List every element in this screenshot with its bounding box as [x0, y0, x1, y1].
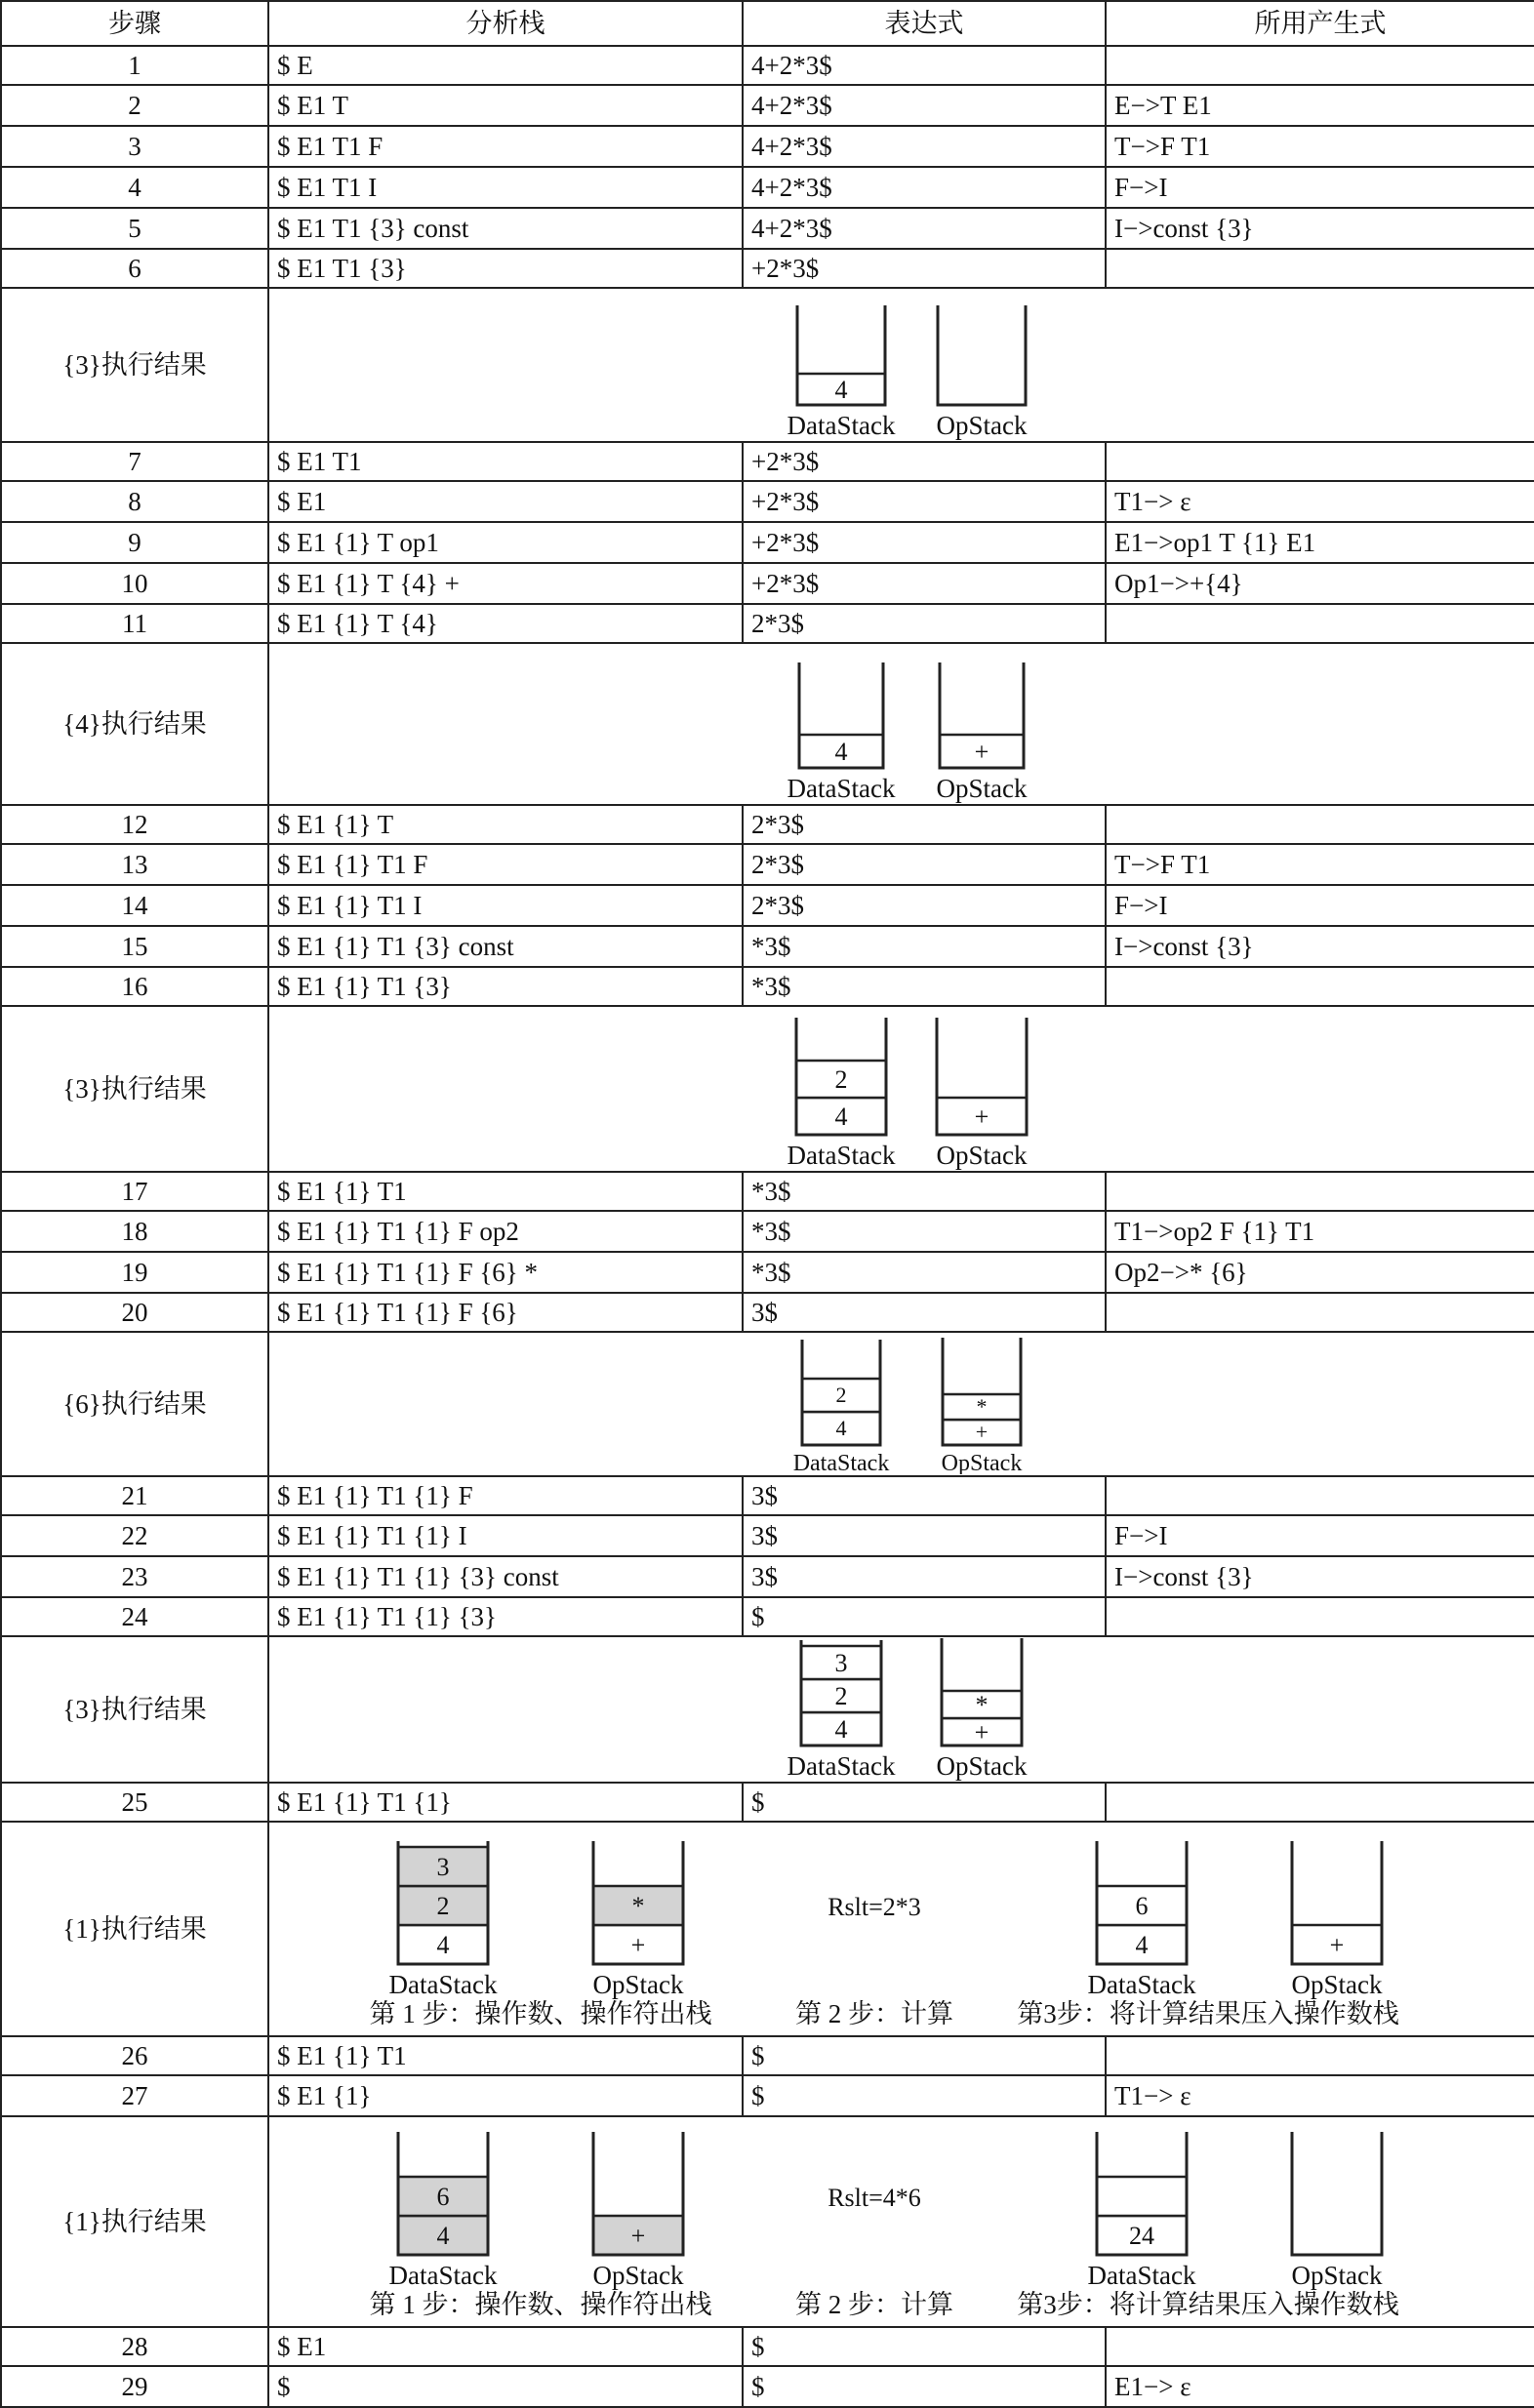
execution-diagram: [268, 643, 1534, 805]
table-row: [1, 442, 1534, 481]
table-row: [1, 967, 1534, 1006]
stack-cell-value: 2: [834, 1065, 848, 1094]
remaining-expression: *3$: [743, 1252, 1106, 1293]
stack-label: OpStack: [592, 1970, 684, 1999]
production-used: [1106, 249, 1534, 288]
table-row: [1, 2366, 1534, 2407]
step-number: 6: [1, 249, 268, 288]
production-used: [1106, 967, 1534, 1006]
op-stack: [937, 662, 1028, 803]
remaining-expression: 2*3$: [743, 844, 1106, 885]
step-number: 13: [1, 844, 268, 885]
remaining-expression: $: [743, 2036, 1106, 2075]
execution-diagram: [268, 1822, 1534, 2036]
production-used: I−>const {3}: [1106, 208, 1534, 249]
remaining-expression: *3$: [743, 1211, 1106, 1252]
stack-cell-value: 6: [1135, 1892, 1149, 1920]
table-row: [1, 85, 1534, 126]
step-number: 4: [1, 167, 268, 208]
execution-diagram: [268, 288, 1534, 442]
step-number: 7: [1, 442, 268, 481]
data-stack: [787, 305, 896, 440]
table-row: [1, 1515, 1534, 1556]
table-row: [1, 522, 1534, 563]
data-stack: [1088, 2132, 1196, 2290]
remaining-expression: +2*3$: [743, 522, 1106, 563]
production-used: [1106, 1293, 1534, 1332]
data-stack: [1088, 1841, 1196, 1999]
production-used: [1106, 1783, 1534, 1822]
table-row: [1, 481, 1534, 522]
execution-result-row: [1, 643, 1534, 805]
stack-cell-value: 2: [835, 1383, 847, 1407]
analysis-stack: $ E1 T1 {3} const: [268, 208, 743, 249]
analysis-stack: $ E1 {1} T1 {1} F {6} *: [268, 1252, 743, 1293]
analysis-stack: $ E1 T1 F: [268, 126, 743, 167]
execution-result-label: {1}执行结果: [1, 2116, 268, 2327]
analysis-stack: $ E1 {1} T1: [268, 1172, 743, 1211]
step-number: 20: [1, 1293, 268, 1332]
stack-diagram: [277, 1008, 1534, 1170]
execution-result-row: [1, 1332, 1534, 1476]
table-row: [1, 249, 1534, 288]
step-number: 12: [1, 805, 268, 844]
stack-label: DataStack: [388, 1970, 498, 1999]
production-used: I−>const {3}: [1106, 1556, 1534, 1597]
remaining-expression: +2*3$: [743, 249, 1106, 288]
table-row: [1, 1252, 1534, 1293]
procedure-step-label: 第3步：将计算结果压入操作数栈: [1017, 2290, 1399, 2319]
stack-cell-value: +: [974, 738, 989, 766]
step-number: 8: [1, 481, 268, 522]
header-step: 步骤: [1, 1, 268, 46]
table-row: [1, 126, 1534, 167]
production-used: Op2−>* {6}: [1106, 1252, 1534, 1293]
remaining-expression: 3$: [743, 1556, 1106, 1597]
analysis-stack: $ E1: [268, 481, 743, 522]
execution-result-label: {3}执行结果: [1, 1636, 268, 1783]
remaining-expression: 4+2*3$: [743, 126, 1106, 167]
stack-label: DataStack: [787, 774, 896, 803]
table-row: [1, 2327, 1534, 2366]
execution-diagram: [268, 2116, 1534, 2327]
analysis-stack: $ E1 T: [268, 85, 743, 126]
remaining-expression: 4+2*3$: [743, 85, 1106, 126]
op-stack: [937, 1638, 1028, 1781]
procedure-step-label: 第 2 步：计算: [795, 2290, 953, 2319]
stack-cell-value: 24: [1129, 2222, 1154, 2250]
stack-frame: [1292, 2132, 1382, 2255]
data-stack: [787, 662, 896, 803]
stack-cell-value: +: [1329, 1931, 1345, 1959]
stack-cell-value: 4: [1135, 1931, 1149, 1959]
analysis-stack: $ E1 {1} T1 {1} {3}: [268, 1597, 743, 1636]
remaining-expression: 4+2*3$: [743, 208, 1106, 249]
data-stack: [389, 1841, 498, 1999]
procedure-step-label: 第 2 步：计算: [795, 1999, 953, 2028]
remaining-expression: $: [743, 2075, 1106, 2116]
stack-cell-value: *: [975, 1691, 989, 1719]
stack-cell-value: 4: [834, 376, 848, 404]
production-used: E−>T E1: [1106, 85, 1534, 126]
op-stack: [937, 1018, 1028, 1170]
analysis-stack: $ E1 T1: [268, 442, 743, 481]
stack-label: DataStack: [1087, 1970, 1196, 1999]
analysis-stack: $ E1 {1} T1 {1} F: [268, 1476, 743, 1515]
analysis-stack: $ E1 {1} T {4}: [268, 604, 743, 643]
remaining-expression: 3$: [743, 1476, 1106, 1515]
execution-result-row: [1, 1006, 1534, 1172]
execution-result-label: {1}执行结果: [1, 1822, 268, 2036]
step-number: 5: [1, 208, 268, 249]
analysis-stack: $ E1 {1} T1 {1} F {6}: [268, 1293, 743, 1332]
step-number: 1: [1, 46, 268, 85]
production-used: I−>const {3}: [1106, 926, 1534, 967]
op-stack: [937, 305, 1028, 440]
execution-diagram: [268, 1006, 1534, 1172]
table-row: [1, 1172, 1534, 1211]
step-number: 21: [1, 1476, 268, 1515]
data-stack: [787, 1018, 896, 1170]
production-used: Op1−>+{4}: [1106, 563, 1534, 604]
stack-cell-value: 4: [834, 1715, 848, 1744]
table-row: [1, 1783, 1534, 1822]
analysis-stack: $ E1 {1} T1 {1} I: [268, 1515, 743, 1556]
stack-label: OpStack: [941, 1451, 1023, 1474]
stack-diagram: [277, 1824, 1534, 2034]
header-row: [1, 1, 1534, 46]
remaining-expression: *3$: [743, 967, 1106, 1006]
step-number: 2: [1, 85, 268, 126]
stack-label: OpStack: [1291, 2261, 1383, 2290]
stack-cell-value: +: [974, 1103, 989, 1131]
execution-result-row: [1, 2116, 1534, 2327]
analysis-stack: $ E1 {1} T1 {3} const: [268, 926, 743, 967]
production-used: [1106, 2036, 1534, 2075]
stack-cell-value: 2: [834, 1682, 848, 1710]
op-stack: [1292, 2132, 1383, 2290]
header-expression: 表达式: [743, 1, 1106, 46]
stack-cell-value: 3: [834, 1649, 848, 1677]
production-used: [1106, 442, 1534, 481]
stack-label: DataStack: [787, 411, 896, 440]
execution-result-row: [1, 1636, 1534, 1783]
step-number: 17: [1, 1172, 268, 1211]
data-stack: [389, 2132, 498, 2290]
step-number: 26: [1, 2036, 268, 2075]
production-used: F−>I: [1106, 1515, 1534, 1556]
step-number: 11: [1, 604, 268, 643]
stack-label: DataStack: [1087, 2261, 1196, 2290]
remaining-expression: $: [743, 1597, 1106, 1636]
production-used: E1−>op1 T {1} E1: [1106, 522, 1534, 563]
production-used: F−>I: [1106, 167, 1534, 208]
production-used: F−>I: [1106, 885, 1534, 926]
stack-diagram: [277, 1638, 1534, 1781]
remaining-expression: 4+2*3$: [743, 46, 1106, 85]
production-used: [1106, 1172, 1534, 1211]
execution-diagram: [268, 1636, 1534, 1783]
remaining-expression: 3$: [743, 1515, 1106, 1556]
execution-result-row: [1, 288, 1534, 442]
remaining-expression: $: [743, 1783, 1106, 1822]
step-number: 24: [1, 1597, 268, 1636]
step-number: 18: [1, 1211, 268, 1252]
calculation-text: Rslt=2*3: [828, 1893, 921, 1921]
remaining-expression: 2*3$: [743, 805, 1106, 844]
op-stack: [1292, 1841, 1383, 1999]
stack-cell-value: 4: [834, 1103, 848, 1131]
analysis-stack: $ E1 {1} T1: [268, 2036, 743, 2075]
table-row: [1, 2075, 1534, 2116]
production-used: [1106, 1476, 1534, 1515]
step-number: 16: [1, 967, 268, 1006]
data-stack: [787, 1640, 896, 1781]
table-row: [1, 1211, 1534, 1252]
step-number: 29: [1, 2366, 268, 2407]
remaining-expression: 2*3$: [743, 604, 1106, 643]
execution-result-label: {3}执行结果: [1, 1006, 268, 1172]
stack-label: OpStack: [1291, 1970, 1383, 1999]
analysis-stack: $ E1 {1} T: [268, 805, 743, 844]
step-number: 28: [1, 2327, 268, 2366]
production-used: E1−> ε: [1106, 2366, 1534, 2407]
stack-label: OpStack: [936, 1141, 1028, 1170]
stack-label: OpStack: [592, 2261, 684, 2290]
table-row: [1, 46, 1534, 85]
stack-cell-value: +: [974, 1718, 989, 1746]
calculation-text: Rslt=4*6: [828, 2184, 921, 2212]
remaining-expression: +2*3$: [743, 563, 1106, 604]
production-used: [1106, 1597, 1534, 1636]
stack-label: DataStack: [787, 1751, 896, 1781]
stack-cell-value: 6: [436, 2183, 450, 2211]
table-row: [1, 885, 1534, 926]
step-number: 19: [1, 1252, 268, 1293]
step-number: 15: [1, 926, 268, 967]
analysis-stack: $ E1 {1} T1 {1} F op2: [268, 1211, 743, 1252]
table-row: [1, 604, 1534, 643]
procedure-step-label: 第 1 步：操作数、操作符出栈: [369, 2290, 712, 2319]
remaining-expression: $: [743, 2366, 1106, 2407]
production-used: T1−> ε: [1106, 481, 1534, 522]
analysis-stack: $ E1 T1 I: [268, 167, 743, 208]
remaining-expression: +2*3$: [743, 481, 1106, 522]
stack-cell: [1097, 2177, 1187, 2216]
step-number: 3: [1, 126, 268, 167]
table-row: [1, 1293, 1534, 1332]
step-number: 25: [1, 1783, 268, 1822]
production-used: [1106, 2327, 1534, 2366]
stack-cell-value: 4: [834, 738, 848, 766]
analysis-stack: $ E1 {1} T1 {1} {3} const: [268, 1556, 743, 1597]
remaining-expression: $: [743, 2327, 1106, 2366]
table-row: [1, 1597, 1534, 1636]
step-number: 22: [1, 1515, 268, 1556]
op-stack: [593, 2132, 684, 2290]
stack-label: OpStack: [936, 774, 1028, 803]
remaining-expression: *3$: [743, 926, 1106, 967]
analysis-stack: $ E: [268, 46, 743, 85]
table-row: [1, 1556, 1534, 1597]
table-row: [1, 167, 1534, 208]
stack-label: DataStack: [787, 1141, 896, 1170]
production-used: T1−>op2 F {1} T1: [1106, 1211, 1534, 1252]
data-stack: [793, 1340, 890, 1474]
stack-cell-value: *: [976, 1394, 988, 1419]
production-used: [1106, 604, 1534, 643]
step-number: 27: [1, 2075, 268, 2116]
analysis-stack: $ E1 {1} T1 {1}: [268, 1783, 743, 1822]
table-row: [1, 844, 1534, 885]
remaining-expression: 4+2*3$: [743, 167, 1106, 208]
analysis-stack: $ E1 {1} T1 {3}: [268, 967, 743, 1006]
table-row: [1, 563, 1534, 604]
stack-diagram: [277, 645, 1534, 803]
analysis-stack: $ E1: [268, 2327, 743, 2366]
execution-result-label: {6}执行结果: [1, 1332, 268, 1476]
op-stack: [593, 1841, 684, 1999]
stack-diagram: [277, 2118, 1534, 2325]
header-analysis-stack: 分析栈: [268, 1, 743, 46]
step-number: 9: [1, 522, 268, 563]
stack-cell-value: 4: [436, 2222, 450, 2250]
step-number: 14: [1, 885, 268, 926]
table-body: [1, 1, 1534, 2407]
analysis-stack: $ E1 T1 {3}: [268, 249, 743, 288]
stack-cell-value: 3: [436, 1853, 450, 1881]
table-row: [1, 208, 1534, 249]
execution-diagram: [268, 1332, 1534, 1476]
analysis-stack: $ E1 {1} T {4} +: [268, 563, 743, 604]
stack-cell-value: +: [630, 2222, 646, 2250]
table-row: [1, 1476, 1534, 1515]
table-row: [1, 2036, 1534, 2075]
stack-label: OpStack: [936, 1751, 1028, 1781]
stack-diagram: [277, 290, 1534, 440]
remaining-expression: 2*3$: [743, 885, 1106, 926]
stack-diagram: [277, 1334, 1534, 1474]
stack-cell-value: *: [631, 1892, 645, 1920]
step-number: 10: [1, 563, 268, 604]
remaining-expression: *3$: [743, 1172, 1106, 1211]
stack-cell-value: +: [630, 1931, 646, 1959]
production-used: T−>F T1: [1106, 844, 1534, 885]
production-used: T−>F T1: [1106, 126, 1534, 167]
table-row: [1, 805, 1534, 844]
execution-result-label: {4}执行结果: [1, 643, 268, 805]
procedure-step-label: 第3步：将计算结果压入操作数栈: [1017, 1999, 1399, 2028]
stack-cell-value: 4: [436, 1931, 450, 1959]
stack-frame: [938, 305, 1026, 405]
table-row: [1, 926, 1534, 967]
stack-cell-value: 2: [436, 1892, 450, 1920]
stack-label: DataStack: [792, 1451, 890, 1474]
analysis-stack: $ E1 {1} T1 F: [268, 844, 743, 885]
procedure-step-label: 第 1 步：操作数、操作符出栈: [369, 1999, 712, 2028]
execution-result-row: [1, 1822, 1534, 2036]
production-used: [1106, 805, 1534, 844]
production-used: T1−> ε: [1106, 2075, 1534, 2116]
analysis-stack: $ E1 {1} T1 I: [268, 885, 743, 926]
analysis-stack: $ E1 {1}: [268, 2075, 743, 2116]
header-production: 所用产生式: [1106, 1, 1534, 46]
step-number: 23: [1, 1556, 268, 1597]
analysis-stack: $ E1 {1} T op1: [268, 522, 743, 563]
stack-cell-value: +: [975, 1420, 989, 1444]
stack-label: DataStack: [388, 2261, 498, 2290]
execution-result-label: {3}执行结果: [1, 288, 268, 442]
remaining-expression: +2*3$: [743, 442, 1106, 481]
production-used: [1106, 46, 1534, 85]
stack-cell-value: 4: [835, 1416, 847, 1440]
stack-label: OpStack: [936, 411, 1028, 440]
op-stack: [942, 1338, 1023, 1474]
remaining-expression: 3$: [743, 1293, 1106, 1332]
analysis-stack: $: [268, 2366, 743, 2407]
